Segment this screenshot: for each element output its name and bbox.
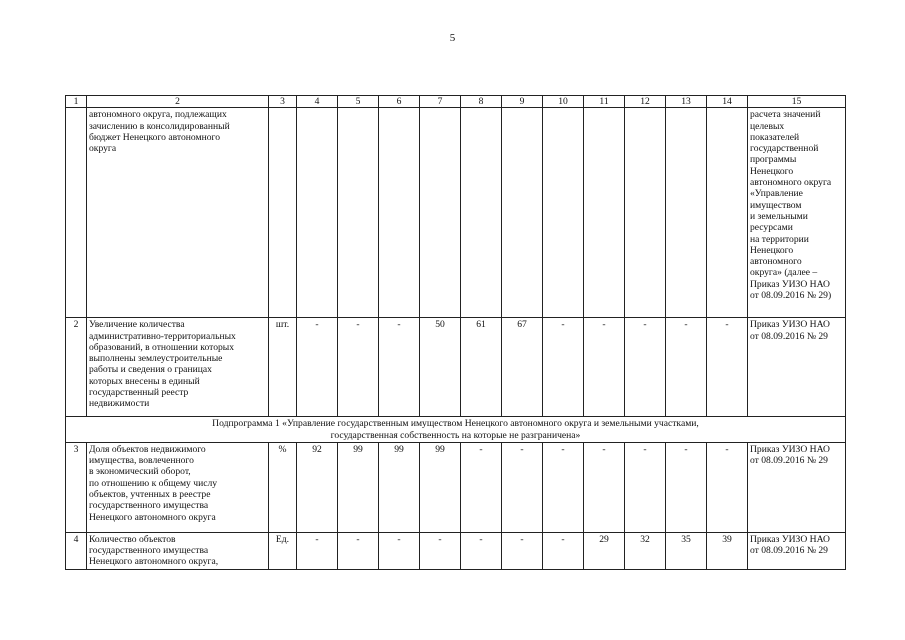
value-cell: - [707,318,748,417]
value-cell [707,108,748,318]
column-header-11: 11 [584,96,625,108]
value-cell: 99 [338,442,379,532]
column-header-14: 14 [707,96,748,108]
column-header-1: 1 [66,96,87,108]
column-header-13: 13 [666,96,707,108]
value-cell: - [420,532,461,569]
value-cell: 39 [707,532,748,569]
value-cell: - [502,532,543,569]
column-header-10: 10 [543,96,584,108]
unit-cell: Ед. [269,532,297,569]
column-header-7: 7 [420,96,461,108]
header-row [66,96,846,108]
table-row [66,532,846,569]
row-number: 4 [66,532,87,569]
column-header-2: 2 [87,96,269,108]
row-number: 2 [66,318,87,417]
unit-cell [269,108,297,318]
value-cell: 92 [297,442,338,532]
column-header-12: 12 [625,96,666,108]
value-cell: - [379,318,420,417]
value-cell: 67 [502,318,543,417]
indicator-name: Увеличение количества административно-территориальных образований, в отношении которых выполнены землеустроительные работы и сведения о границах которых внесены в единый государственный реестр недвижимости [87,318,269,417]
indicator-table [65,95,846,570]
value-cell: - [543,318,584,417]
value-cell: - [502,442,543,532]
indicator-name: Доля объектов недвижимого имущества, вовлеченного в экономический оборот, по отношению к общему числу объектов, учтенных в реестре государственного имущества Ненецкого автономного округа [87,442,269,532]
value-cell: - [584,442,625,532]
value-cell: - [297,318,338,417]
value-cell: 29 [584,532,625,569]
column-header-5: 5 [338,96,379,108]
value-cell: 61 [461,318,502,417]
value-cell [420,108,461,318]
table-row [66,318,846,417]
value-cell: - [461,532,502,569]
column-header-6: 6 [379,96,420,108]
page-number: 5 [449,32,456,44]
value-cell: - [379,532,420,569]
source-cell: расчета значений целевых показателей государственной программы Ненецкого автономного округа «Управление имуществом и земельными ресурсами на территории Ненецкого автономного округа» (далее – Приказ УИЗО НАО от 08.09.2016 № 29) [748,108,846,318]
table-row [66,108,846,318]
source-cell: Приказ УИЗО НАО от 08.09.2016 № 29 [748,318,846,417]
source-cell: Приказ УИЗО НАО от 08.09.2016 № 29 [748,442,846,532]
value-cell: 50 [420,318,461,417]
subprogram-heading: Подпрограмма 1 «Управление государственным имуществом Ненецкого автономного округа и земельными участками, государственная собственность на которые не разграничена» [66,417,846,443]
value-cell: - [297,532,338,569]
value-cell [625,108,666,318]
value-cell: - [625,318,666,417]
table-body [66,96,846,570]
column-header-9: 9 [502,96,543,108]
value-cell [584,108,625,318]
value-cell: - [461,442,502,532]
subprogram-row [66,417,846,443]
value-cell [502,108,543,318]
value-cell: - [543,532,584,569]
row-number [66,108,87,318]
value-cell [543,108,584,318]
value-cell: - [338,532,379,569]
value-cell [666,108,707,318]
table-row [66,442,846,532]
value-cell: - [666,442,707,532]
indicator-name: автономного округа, подлежащих зачислению в консолидированный бюджет Ненецкого автономного округа [87,108,269,318]
indicator-name: Количество объектов государственного имущества Ненецкого автономного округа, [87,532,269,569]
value-cell: 99 [420,442,461,532]
value-cell [379,108,420,318]
source-cell: Приказ УИЗО НАО от 08.09.2016 № 29 [748,532,846,569]
row-number: 3 [66,442,87,532]
value-cell [338,108,379,318]
column-header-15: 15 [748,96,846,108]
value-cell: - [543,442,584,532]
column-header-3: 3 [269,96,297,108]
column-header-4: 4 [297,96,338,108]
unit-cell: шт. [269,318,297,417]
value-cell: 32 [625,532,666,569]
value-cell [461,108,502,318]
value-cell: - [625,442,666,532]
value-cell: 99 [379,442,420,532]
value-cell: - [707,442,748,532]
value-cell: 35 [666,532,707,569]
value-cell: - [338,318,379,417]
column-header-8: 8 [461,96,502,108]
value-cell [297,108,338,318]
unit-cell: % [269,442,297,532]
value-cell: - [584,318,625,417]
value-cell: - [666,318,707,417]
